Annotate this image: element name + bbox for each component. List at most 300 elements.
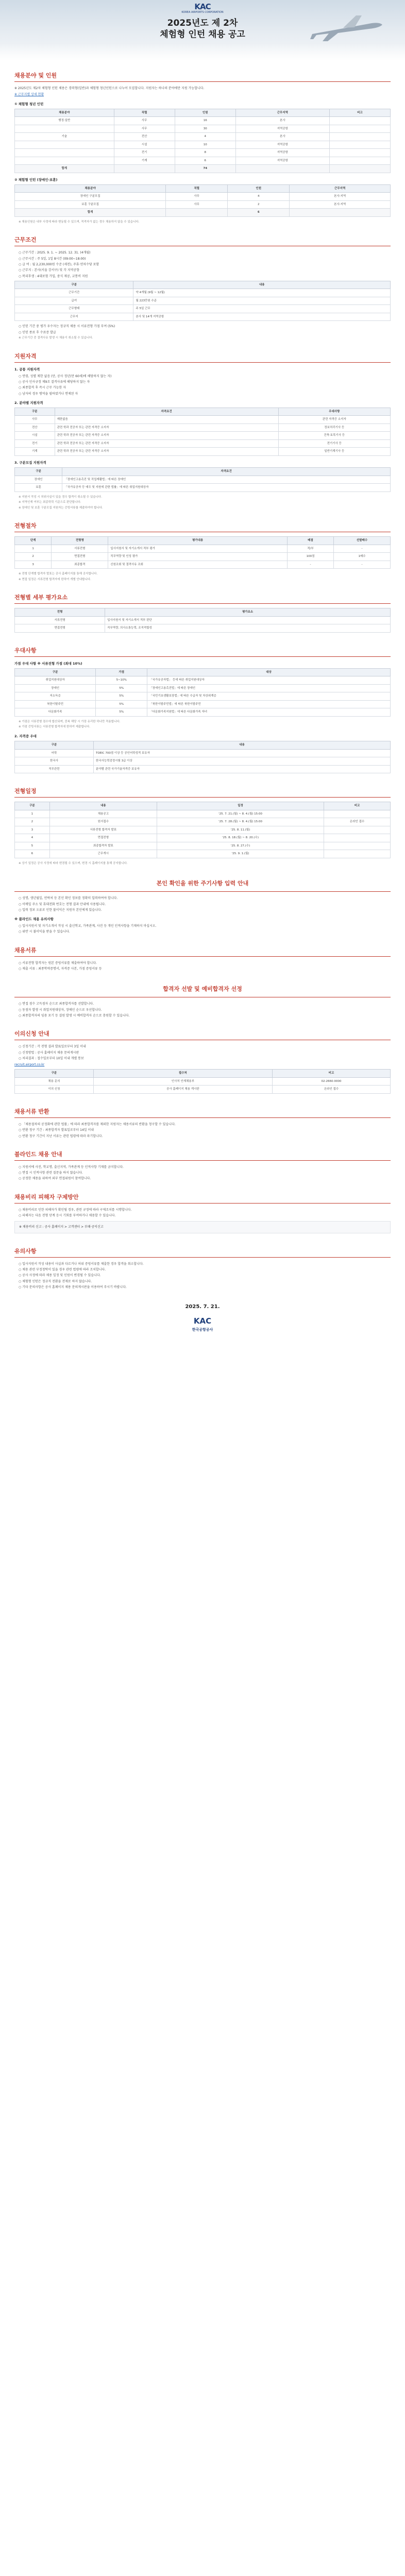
table-cell: 시설 <box>114 141 175 149</box>
table-cell: '25. 8. 18.(월) ~ 8. 20.(수) <box>157 834 324 842</box>
subheading: 가점 우대 사항 ※ 서류전형 가점 (최대 10%) <box>14 661 82 666</box>
table-process <box>14 536 391 569</box>
table-cell <box>324 826 391 834</box>
table-cell: 관련 학과 전공자 또는 관련 자격증 소지자 <box>55 432 278 440</box>
note: ※ 채용인원은 내부 사정에 따라 변동될 수 있으며, 적격자가 없는 경우 채용하지 않을 수 있습니다. <box>19 220 140 224</box>
table-cell: 본사 <box>235 133 329 141</box>
list-item: ○ 반환 청구 기간 : 최종합격자 발표일로부터 14일 이내 <box>19 1128 94 1132</box>
table-header-cell: 인원 <box>228 184 290 193</box>
table-header-cell: 근무지역 <box>235 109 329 117</box>
table-cell: 8 <box>175 149 235 157</box>
list-item: ○ 근무지 : 본사(서울 강서구) 및 각 지역공항 <box>19 268 80 273</box>
list-item: ○ 최종합격자의 임용 포기 등 결원 발생 시 예비합격자 순으로 충원할 수 있습니다. <box>19 1013 130 1018</box>
section-title: 이의신청 안내 <box>14 1030 391 1040</box>
table-row <box>15 133 391 141</box>
table-cell: 02-2660-0000 <box>272 1077 390 1086</box>
table-row <box>15 432 391 440</box>
list-item: ○ 인턴 종료 후 수료증 발급 <box>19 330 56 334</box>
table-cell: 지역공항 <box>235 149 329 157</box>
table-cell: '25. 7. 28.(월) ~ 8. 4.(월) 15:00 <box>157 818 324 826</box>
list-item: ○ 입사지원서 작성 내용이 사실과 다르거나 허위 증빙서류를 제출한 경우 합격을 취소합니다. <box>19 1262 144 1266</box>
table-cell: 「국가유공자 등 예우 및 지원에 관한 법률」에 따른 취업지원대상자 <box>62 484 391 492</box>
table-cell: 「다문화가족지원법」에 따른 다문화가족 자녀 <box>147 708 391 717</box>
section-title: 채용서류 반환 <box>14 1108 391 1118</box>
table-cell: 직무역량 및 인성 평가 <box>108 553 288 561</box>
section-title: 유의사항 <box>14 1248 391 1258</box>
table-cell: 관련 학과 전공자 또는 관련 자격증 소지자 <box>55 423 278 432</box>
table-cell: 한국사능력검정시험 3급 이상 <box>94 757 391 766</box>
table-cell: 채용공고 <box>49 810 157 818</box>
list-item: ○ 채용 관련 부정청탁이 있을 경우 관련 법령에 따라 조치합니다. <box>19 1267 106 1272</box>
table-cell: - <box>334 561 391 569</box>
list-item: ○ 기타 문의사항은 공사 홈페이지 채용 문의게시판을 이용하여 주시기 바랍니다. <box>19 1285 127 1289</box>
table-header-cell: 단계 <box>15 537 52 545</box>
table-row <box>15 561 391 569</box>
table-cell: 면접전형 <box>52 553 108 561</box>
table-cell: 이의 신청 <box>15 1086 94 1094</box>
section-title: 합격자 선발 및 예비합격자 선정 <box>14 984 391 997</box>
table-header-cell: 가점 <box>96 668 147 676</box>
table-cell: 시설 <box>15 432 55 440</box>
table-row <box>15 553 391 561</box>
table-cell: 원서접수 <box>49 818 157 826</box>
table-cell <box>15 141 114 149</box>
table-cell: - <box>287 561 333 569</box>
table-header-cell: 직렬 <box>166 184 228 193</box>
list-item: ○ 면접 점수 고득점자 순으로 최종합격자를 선발합니다. <box>19 1002 94 1006</box>
table-row <box>15 850 391 858</box>
list-item: ○ 위반 시 불이익을 받을 수 있습니다. <box>19 930 70 934</box>
list-item: ○ 연령, 성별 제한 없음 (단, 공사 정년(만 60세)에 해당하지 않는 자) <box>19 374 112 378</box>
table-header-cell: 구분 <box>15 802 50 810</box>
list-item: ○ 입력 정보 오류로 인한 불이익은 지원자 본인에게 있습니다. <box>19 908 102 912</box>
list-item: ○ 급 여 : 월 2,230,000원 수준 (세전), 주휴·연차수당 포함 <box>19 263 99 267</box>
table-cell: 1 <box>15 810 50 818</box>
table-cell: 사무 <box>114 117 175 125</box>
table-total-row <box>15 165 391 173</box>
list-item: ○ 입사지원서 및 자기소개서 작성 시 출신학교, 가족관계, 사진 등 개인 인적사항을 기재하지 마십시오. <box>19 924 157 928</box>
table-cell: 저소득층 <box>15 692 96 701</box>
table-preferences <box>14 668 391 717</box>
table-header-cell: 구분 <box>15 668 96 676</box>
homepage-link[interactable]: recruit.airport.co.kr <box>14 1063 45 1067</box>
note: ※ 지원서 작성 시 허위사실이 있을 경우 합격이 취소될 수 있습니다. <box>19 495 102 499</box>
table-row <box>15 676 391 685</box>
table-header-cell: 내용 <box>133 281 391 289</box>
table-cell: 「북한이탈주민법」에 따른 북한이탈주민 <box>147 700 391 708</box>
table-row <box>15 289 391 297</box>
table-cell: 지역공항 <box>235 125 329 133</box>
table-qualifications <box>14 408 391 456</box>
table-cell <box>329 117 390 125</box>
list-item: ○ 근무시간 : 주 5일, 1일 8시간 (09:00~18:00) <box>19 257 86 261</box>
section-preferences <box>14 636 391 773</box>
table-cell: 4 <box>15 834 50 842</box>
table-row <box>15 141 391 149</box>
table-cell: 근무개시 <box>49 850 157 858</box>
table-row <box>15 313 391 321</box>
table-header-cell: 내용 <box>49 802 157 810</box>
table-header-cell: 일정 <box>157 802 324 810</box>
subheading: ① 체험형 청년 인턴 <box>14 101 44 106</box>
table-cell: 5% <box>96 692 147 701</box>
table-cell: 월 223만원 수준 <box>133 297 391 305</box>
section-selection <box>14 972 391 1018</box>
list-item: ○ 체험형 인턴은 정규직 전환을 전제로 하지 않습니다. <box>19 1279 92 1283</box>
table-cell <box>329 157 390 165</box>
table-cell: 최종합격자 발표 <box>49 842 157 850</box>
table-row <box>15 765 391 773</box>
table-header-cell: 대상 <box>147 668 391 676</box>
table-header-cell: 전형명 <box>52 537 108 545</box>
table-row <box>15 200 391 209</box>
list-item: ○ 서류전형 합격자는 원본 증빙서류를 제출하여야 합니다. <box>19 961 97 965</box>
section-conditions <box>14 225 391 340</box>
section-title: 지원자격 <box>14 353 391 363</box>
table-cell: 100점 <box>287 553 333 561</box>
table-cell: 「장애인고용촉진법」에 따른 장애인 <box>147 684 391 692</box>
table-cell: TOEIC 700점 이상 등 공인어학성적 보유자 <box>94 749 391 757</box>
section-title: 전형절차 <box>14 522 391 532</box>
table-cell: 급여 <box>15 297 133 305</box>
table-cell: 지역공항 <box>235 141 329 149</box>
table-row <box>15 416 391 424</box>
note: ※ 장애인 및 보훈 구분모집 지원자는 증빙서류를 제출하여야 합니다. <box>19 506 103 510</box>
list-item: ○ 공정한 채용을 위하여 외부 면접위원이 참여합니다. <box>19 1177 91 1181</box>
table-cell: 취업지원대상자 <box>15 676 96 685</box>
table-header-cell: 인원 <box>175 109 235 117</box>
section-identity <box>14 867 391 935</box>
table-cell <box>15 125 114 133</box>
table-row <box>15 616 391 624</box>
table-header-cell: 선발배수 <box>334 537 391 545</box>
table-header-cell: 자격요건 <box>62 468 391 476</box>
section-title: 채용분야 및 인원 <box>14 72 391 82</box>
section-title: 우대사항 <box>14 647 391 657</box>
table-header-cell: 비고 <box>324 802 391 810</box>
list-item: ○ 피해자는 다음 전형 단계 응시 기회를 부여하거나 채용할 수 있습니다. <box>19 1214 116 1218</box>
table-cell: 3 <box>15 561 52 569</box>
table-cell: 근무지 <box>15 313 133 321</box>
section-title: 전형일정 <box>14 788 391 798</box>
subheading: 2. 분야별 지원자격 <box>14 400 43 405</box>
section-title: 본인 확인을 위한 주기사항 입력 안내 <box>14 878 391 892</box>
section-blind <box>14 1140 391 1181</box>
table-cell: 관련 자격증 소지자 <box>278 416 390 424</box>
table-row <box>15 448 391 456</box>
section-title: 채용비리 피해자 구제방안 <box>14 1194 391 1204</box>
section-notice <box>14 1236 391 1290</box>
table-cell: 전산 <box>15 423 55 432</box>
table-schedule <box>14 802 391 858</box>
table-row <box>15 545 391 553</box>
table-cell: 「국가유공자법」 등에 따른 취업지원대상자 <box>147 676 391 685</box>
table-special-qualifications <box>14 467 391 492</box>
subheading: ※ 블라인드 채용 유의사항 <box>14 917 54 922</box>
table-cell: '25. 8. 27.(수) <box>157 842 324 850</box>
section-process <box>14 511 391 582</box>
table-cell: '25. 9. 1.(월) <box>157 850 324 858</box>
table-cell: 일반기계기사 등 <box>278 448 390 456</box>
section-return <box>14 1097 391 1139</box>
table-cell: 2 <box>228 200 290 209</box>
table-row <box>15 423 391 432</box>
table-evaluation <box>14 608 391 633</box>
table-cell: 면접전형 <box>49 834 157 842</box>
table-cell: 합계 <box>15 165 114 173</box>
table-cell: 전산 <box>114 133 175 141</box>
table-cell <box>290 209 391 217</box>
table-cell: 서류전형 <box>15 616 105 624</box>
table-cell: 「장애인고용촉진 및 직업재활법」에 따른 장애인 <box>62 476 391 484</box>
table-cell: 북한이탈주민 <box>15 700 96 708</box>
table-cell: 약 4개월 (9월 ~ 12월) <box>133 289 391 297</box>
list-item: ○ 채용비리로 인한 피해자가 확인될 경우, 관련 규정에 따라 구제조치를 시행합니다. <box>19 1208 132 1212</box>
table-row <box>15 749 391 757</box>
table-cell: 서류전형 합격자 발표 <box>49 826 157 834</box>
table-cell <box>166 209 228 217</box>
table-cell <box>329 133 390 141</box>
table-cell: 장애인 구분모집 <box>15 193 166 201</box>
table-cell: 온라인 접수 <box>272 1086 390 1094</box>
table-row <box>15 624 391 633</box>
list-item: ○ 이메일 주소 및 휴대전화 번호는 전형 결과 안내에 사용됩니다. <box>19 902 106 906</box>
table-row <box>15 439 391 448</box>
report-box: ※ 채용비리 신고 : 공사 홈페이지 > 고객센터 > 부패·공익신고 <box>14 1221 391 1233</box>
table-row <box>15 476 391 484</box>
table-cell: 입사지원서 및 자기소개서 적부 평가 <box>108 545 288 553</box>
list-item: ○ 반환 청구 기간이 지난 서류는 관련 법령에 따라 파기합니다. <box>19 1134 103 1138</box>
table-cell: 지역공항 <box>235 157 329 165</box>
table-cell: 5 <box>15 842 50 850</box>
table-cell: 16 <box>175 117 235 125</box>
table-row <box>15 842 391 850</box>
list-item: ○ 성명, 생년월일, 연락처 등 본인 확인 정보를 정확히 입력하여야 합니다. <box>19 896 118 901</box>
table-header-cell: 내용 <box>94 741 391 750</box>
table-cell: 「국민기초생활보장법」에 따른 수급자 및 차상위계층 <box>147 692 391 701</box>
table-cell: 본사 <box>235 117 329 125</box>
table-row <box>15 125 391 133</box>
table-cell <box>324 810 391 818</box>
table-cell: 직무역량, 의사소통능력, 조직적합성 <box>105 624 391 633</box>
table-cell: 기계 <box>114 157 175 165</box>
table-cell: 분야별 관련 국가기술자격증 보유자 <box>94 765 391 773</box>
note: ※ 면접 일정은 서류전형 합격자에 한하여 개별 안내합니다. <box>19 578 91 581</box>
table-cell: 보훈 구분모집 <box>15 200 166 209</box>
detail-link[interactable]: ※ 근무지별 상세 현황 <box>14 93 44 97</box>
list-item: ○ 남자의 경우 병역을 필하였거나 면제된 자 <box>19 392 78 396</box>
list-item: ○ 신청기간 : 각 전형 결과 발표일로부터 3일 이내 <box>19 1045 86 1049</box>
list-item: ○ 제출 서류 : 최종학력증명서, 자격증 사본, 가점 증빙서류 등 <box>19 967 102 971</box>
table-cell: 공사 홈페이지 채용 게시판 <box>93 1086 272 1094</box>
table-cell: 한국사 <box>15 757 94 766</box>
table-cell: 신원조회 및 결격사유 조회 <box>108 561 288 569</box>
footer-logo-mark: KAC <box>193 1316 212 1326</box>
table-cell: 10 <box>175 141 235 149</box>
table-row <box>15 757 391 766</box>
table-cell: 전기기사 등 <box>278 439 390 448</box>
table-cell: 본사·지역 <box>290 200 391 209</box>
table-cell: 2 <box>15 818 50 826</box>
section-title: 근무조건 <box>14 236 391 246</box>
table-cell: 5% <box>96 708 147 717</box>
list-item: ○ 「채용절차의 공정화에 관한 법률」에 따라 최종합격자를 제외한 지원자는 채용서류의 반환을 청구할 수 있습니다. <box>19 1123 176 1126</box>
table-cell <box>324 850 391 858</box>
table-row <box>15 305 391 313</box>
table-cell: 온라인 접수 <box>324 818 391 826</box>
table-row <box>15 700 391 708</box>
table-conditions <box>14 281 391 321</box>
table-cell: 면접전형 <box>15 624 105 633</box>
table-cell <box>329 141 390 149</box>
table-header-cell: 구분 <box>15 408 55 416</box>
section-title: 전형별 세부 평가요소 <box>14 594 391 604</box>
table-cell: 사무 <box>166 200 228 209</box>
subheading: 1. 공통 지원자격 <box>14 367 40 371</box>
table-row <box>15 708 391 717</box>
table-cell: 4 <box>175 133 235 141</box>
section-evaluation <box>14 583 391 633</box>
table-cell: 전기 <box>114 149 175 157</box>
table-row <box>15 826 391 834</box>
table-cell: 74 <box>175 165 235 173</box>
table-cell: 채용 문의 <box>15 1077 94 1086</box>
table-cell: 합계 <box>15 209 166 217</box>
table-row <box>15 297 391 305</box>
table-row <box>15 818 391 826</box>
table-row <box>15 684 391 692</box>
table-row <box>15 1086 391 1094</box>
table-total-row <box>15 209 391 217</box>
content <box>0 61 405 1348</box>
logo-mark: KAC <box>194 2 211 11</box>
title-line-1: 2025년도 제 2차 <box>167 18 238 28</box>
table-cell: 제한없음 <box>55 416 278 424</box>
list-item: ○ 근무기간 : 2025. 9. 1. ~ 2025. 12. 31. (4개월) <box>19 251 91 255</box>
subheading: 2. 자격증 우대 <box>14 734 37 738</box>
table-cell: 5~10% <box>96 676 147 685</box>
subheading: ② 체험형 인턴 (장애인·보훈) <box>14 177 58 182</box>
table-cell: 30 <box>175 125 235 133</box>
table-intern <box>14 109 391 173</box>
table-cell <box>114 165 175 173</box>
list-item: ○ 공사 인사규정 제9조 결격사유에 해당하지 않는 자 <box>19 380 90 384</box>
section-schedule <box>14 776 391 866</box>
table-cell: 6 <box>228 209 290 217</box>
list-item: ○ 처리결과 : 접수일로부터 10일 이내 개별 통보 <box>19 1056 84 1060</box>
section-title: 채용서류 <box>14 947 391 957</box>
table-cell: 2 <box>15 553 52 561</box>
list-item: ○ 인턴 기간 중 평가 우수자는 정규직 채용 시 서류전형 가점 부여 (5%) <box>19 325 115 329</box>
table-header-cell: 비고 <box>329 109 390 117</box>
table-header-cell: 구분 <box>15 468 62 476</box>
subheading: 3. 구분모집 지원자격 <box>14 461 46 465</box>
header-banner <box>0 0 405 61</box>
table-header-cell: 구분 <box>15 1070 94 1078</box>
table-cell <box>324 842 391 850</box>
table-cell: 사무 <box>15 416 55 424</box>
table-header-cell: 채용분야 <box>15 184 166 193</box>
table-special <box>14 184 391 217</box>
table-header-cell: 직렬 <box>114 109 175 117</box>
table-header-cell: 접수처 <box>93 1070 272 1078</box>
table-row <box>15 834 391 842</box>
table-cell: 인사처 인재채용부 <box>93 1077 272 1086</box>
table-row <box>15 484 391 492</box>
table-cell: 보훈 <box>15 484 62 492</box>
table-header-cell: 배점 <box>287 537 333 545</box>
list-item: ○ 면접 시 인적사항 관련 질문을 하지 않습니다. <box>19 1171 83 1175</box>
table-contacts <box>14 1069 391 1094</box>
table-cell: 관련 학과 전공자 또는 관련 자격증 소지자 <box>55 448 278 456</box>
table-row <box>15 193 391 201</box>
table-cell <box>324 834 391 842</box>
section-objection <box>14 1019 391 1094</box>
section-remedy <box>14 1182 391 1233</box>
table-cell <box>329 165 390 173</box>
note: ※ 가점은 서류전형 점수에 합산되며, 중복 해당 시 가장 유리한 하나만 적용합니다. <box>19 720 121 723</box>
table-row <box>15 1077 391 1086</box>
table-cell: 전기 <box>15 439 55 448</box>
table-cell: 본사 및 14개 지역공항 <box>133 313 391 321</box>
table-header-cell: 자격요건 <box>55 408 278 416</box>
table-cell: 직무관련 <box>15 765 94 773</box>
table-cell: 입사지원서 및 자기소개서 적부 판단 <box>105 616 391 624</box>
table-cell: 5% <box>96 700 147 708</box>
table-header-cell: 구분 <box>15 281 133 289</box>
table-cell: 적/부 <box>287 545 333 553</box>
table-row <box>15 157 391 165</box>
table-cell: 건축·토목기사 등 <box>278 432 390 440</box>
list-item: ○ 동점자 발생 시 취업지원대상자, 장애인 순으로 우선합니다. <box>19 1008 102 1012</box>
note: ※ 근무기간 중 결격사유 발생 시 채용이 취소될 수 있습니다. <box>19 336 93 340</box>
table-cell <box>329 125 390 133</box>
cloud-decoration <box>0 43 405 61</box>
table-certificates <box>14 741 391 773</box>
table-cell: 사무 <box>114 125 175 133</box>
table-cell: 어학 <box>15 749 94 757</box>
table-header-cell: 평가요소 <box>105 608 391 617</box>
table-header-cell: 비고 <box>272 1070 390 1078</box>
table-header-cell: 채용분야 <box>15 109 114 117</box>
table-header-cell: 평가내용 <box>108 537 288 545</box>
list-item: ○ 신청방법 : 공사 홈페이지 채용 문의게시판 <box>19 1050 79 1055</box>
table-cell: 서류전형 <box>52 545 108 553</box>
table-header-cell: 구분 <box>15 741 94 750</box>
title-line-2: 체험형 인턴 채용 공고 <box>160 29 245 40</box>
table-cell: 1 <box>15 545 52 553</box>
table-cell <box>15 149 114 157</box>
table-cell: 주 5일 근무 <box>133 305 391 313</box>
table-cell: 다문화가족 <box>15 708 96 717</box>
note: ※ 상기 일정은 공사 사정에 따라 변경될 수 있으며, 변경 시 홈페이지를 통해 공지합니다. <box>19 861 128 865</box>
list-item: ○ 복리후생 : 4대보험 가입, 중식 제공, 교통비 지원 <box>19 274 88 278</box>
logo-name: KOREA AIRPORTS CORPORATION <box>181 11 224 14</box>
table-cell: 관련 학과 전공자 또는 관련 자격증 소지자 <box>55 439 278 448</box>
table-cell: 근무형태 <box>15 305 133 313</box>
table-cell <box>329 149 390 157</box>
table-header-cell: 우대사항 <box>278 408 390 416</box>
note: ※ 지역인재 여부는 최종학력 기준으로 판단합니다. <box>19 501 81 504</box>
table-cell: 6 <box>175 157 235 165</box>
table-cell: 근무기간 <box>15 289 133 297</box>
table-cell: 사무 <box>166 193 228 201</box>
list-item: ○ 최종합격 후 즉시 근무 가능한 자 <box>19 386 66 390</box>
table-cell: 최종합격 <box>52 561 108 569</box>
table-cell: '25. 8. 11.(월) <box>157 826 324 834</box>
table-cell: 1배수 <box>334 553 391 561</box>
table-header-cell: 전형 <box>15 608 105 617</box>
